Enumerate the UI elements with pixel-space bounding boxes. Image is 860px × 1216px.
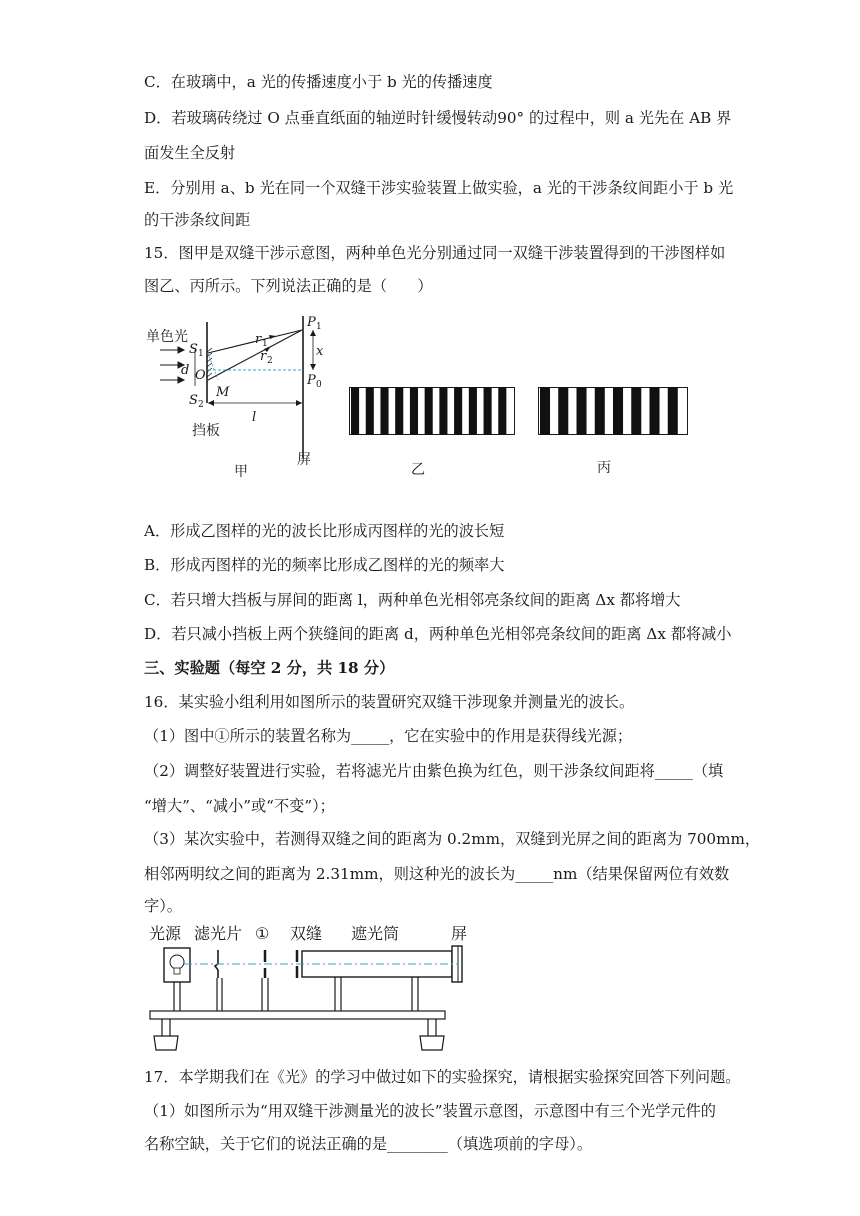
label-p1-sub: 1 (316, 322, 322, 332)
label-s1: S (189, 342, 198, 357)
label-light-source: 光源 (149, 924, 182, 943)
label-l: l (252, 410, 257, 425)
option-15b: B．形成丙图样的光的频率比形成乙图样的光的频率大 (144, 556, 505, 574)
q16-part3-line3: 字）。 (144, 897, 182, 915)
label-double-slit: 双缝 (290, 924, 323, 943)
caption-yi: 乙 (411, 462, 425, 478)
caption-bing: 丙 (597, 460, 611, 476)
label-s2: S (189, 393, 198, 408)
label-light-tube: 遮光筒 (351, 924, 400, 943)
fringe-bing-dark-band (668, 387, 678, 435)
label-circle-1: ① (255, 924, 270, 943)
fringe-bing-dark-band (540, 387, 550, 435)
fringe-yi-dark-band (395, 387, 403, 435)
fringe-yi-dark-band (410, 387, 418, 435)
option-15d: D．若只减小挡板上两个狭缝间的距离 d，两种单色光相邻亮条纹间的距离 Δx 都将减小 (144, 625, 732, 643)
option-14d-line2: 面发生全反射 (144, 144, 236, 162)
label-r1-sub: 1 (262, 339, 268, 349)
fringe-bing-dark-band (613, 387, 623, 435)
q16-part1: （1）图中①所示的装置名称为_____，它在实验中的作用是获得线光源； (144, 727, 633, 745)
option-14c: C．在玻璃中，a 光的传播速度小于 b 光的传播速度 (144, 73, 493, 91)
q16-stem: 16．某实验小组利用如图所示的装置研究双缝干涉现象并测量光的波长。 (144, 693, 635, 711)
figure-yi-fringes (349, 387, 515, 435)
q17-part1-line2: 名称空缺，关于它们的说法正确的是________（填选项前的字母）。 (144, 1135, 593, 1153)
q15-stem-line1: 15．图甲是双缝干涉示意图，两种单色光分别通过同一双缝干涉装置得到的干涉图样如 (144, 244, 726, 262)
option-14e-line2: 的干涉条纹间距 (144, 211, 251, 229)
label-p0: P (307, 373, 316, 388)
fringe-yi-dark-band (366, 387, 374, 435)
q17-stem: 17．本学期我们在《光》的学习中做过如下的实验探究，请根据实验探究回答下列问题。 (144, 1068, 741, 1086)
label-r2: r (260, 349, 267, 364)
option-14d-line1: D．若玻璃砖绕过 O 点垂直纸面的轴逆时针缓慢转动90° 的过程中，则 a 光先在 AB 界 (144, 109, 732, 127)
fringe-yi-dark-band (351, 387, 359, 435)
label-d: d (181, 363, 190, 378)
label-baffle: 挡板 (192, 423, 220, 439)
section-3-title: 三、实验题（每空 2 分，共 18 分） (144, 659, 395, 677)
label-r1: r (255, 332, 262, 347)
fringe-yi-dark-band (439, 387, 447, 435)
label-screen: 屏 (297, 452, 311, 468)
fringe-bing-dark-band (650, 387, 660, 435)
figure-apparatus (140, 918, 468, 1058)
fringe-yi-dark-band (425, 387, 433, 435)
fringe-yi-dark-band (469, 387, 477, 435)
fringe-yi-dark-band (484, 387, 492, 435)
option-15a: A．形成乙图样的光的波长比形成丙图样的光的波长短 (144, 522, 505, 540)
fringe-yi-dark-band (498, 387, 506, 435)
figure-bing-fringes (538, 387, 688, 435)
label-screen-2: 屏 (451, 924, 468, 943)
q16-part2-line1: （2）调整好装置进行实验，若将滤光片由紫色换为红色，则干涉条纹间距将_____（填 (144, 762, 724, 780)
q15-stem-line2: 图乙、丙所示。下列说法正确的是（ ） (144, 277, 433, 295)
label-m: M (216, 385, 230, 400)
figure-jia (140, 308, 340, 483)
q16-part2-line2: “增大”、“减小”或“不变”）； (144, 797, 335, 815)
fringe-yi-dark-band (454, 387, 462, 435)
fringe-bing-dark-band (577, 387, 587, 435)
q16-part3-line2: 相邻两明纹之间的距离为 2.31mm，则这种光的波长为_____nm（结果保留两位有效数 (144, 865, 730, 883)
fringe-bing-dark-band (631, 387, 641, 435)
option-15c: C．若只增大挡板与屏间的距离 l，两种单色光相邻亮条纹间的距离 Δx 都将增大 (144, 591, 681, 609)
option-14e-line1: E．分别用 a、b 光在同一个双缝干涉实验装置上做实验，a 光的干涉条纹间距小于 b 光 (144, 179, 734, 197)
label-p0-sub: 0 (316, 380, 322, 390)
label-filter: 滤光片 (194, 924, 243, 943)
label-s1-sub: 1 (198, 349, 204, 359)
fringe-bing-dark-band (558, 387, 568, 435)
caption-jia: 甲 (234, 464, 248, 480)
label-r2-sub: 2 (267, 356, 273, 366)
label-o: O (195, 368, 206, 383)
label-s2-sub: 2 (198, 400, 204, 410)
label-p1: P (307, 315, 316, 330)
q16-part3-line1: （3）某次实验中，若测得双缝之间的距离为 0.2mm，双缝到光屏之间的距离为 700mm， (144, 830, 761, 848)
q17-part1-line1: （1）如图所示为“用双缝干涉测量光的波长”装置示意图，示意图中有三个光学元件的 (144, 1102, 716, 1120)
fringe-bing-dark-band (595, 387, 605, 435)
fringe-yi-dark-band (380, 387, 388, 435)
label-x: x (316, 344, 324, 359)
label-monochromatic-light: 单色光 (146, 329, 188, 345)
